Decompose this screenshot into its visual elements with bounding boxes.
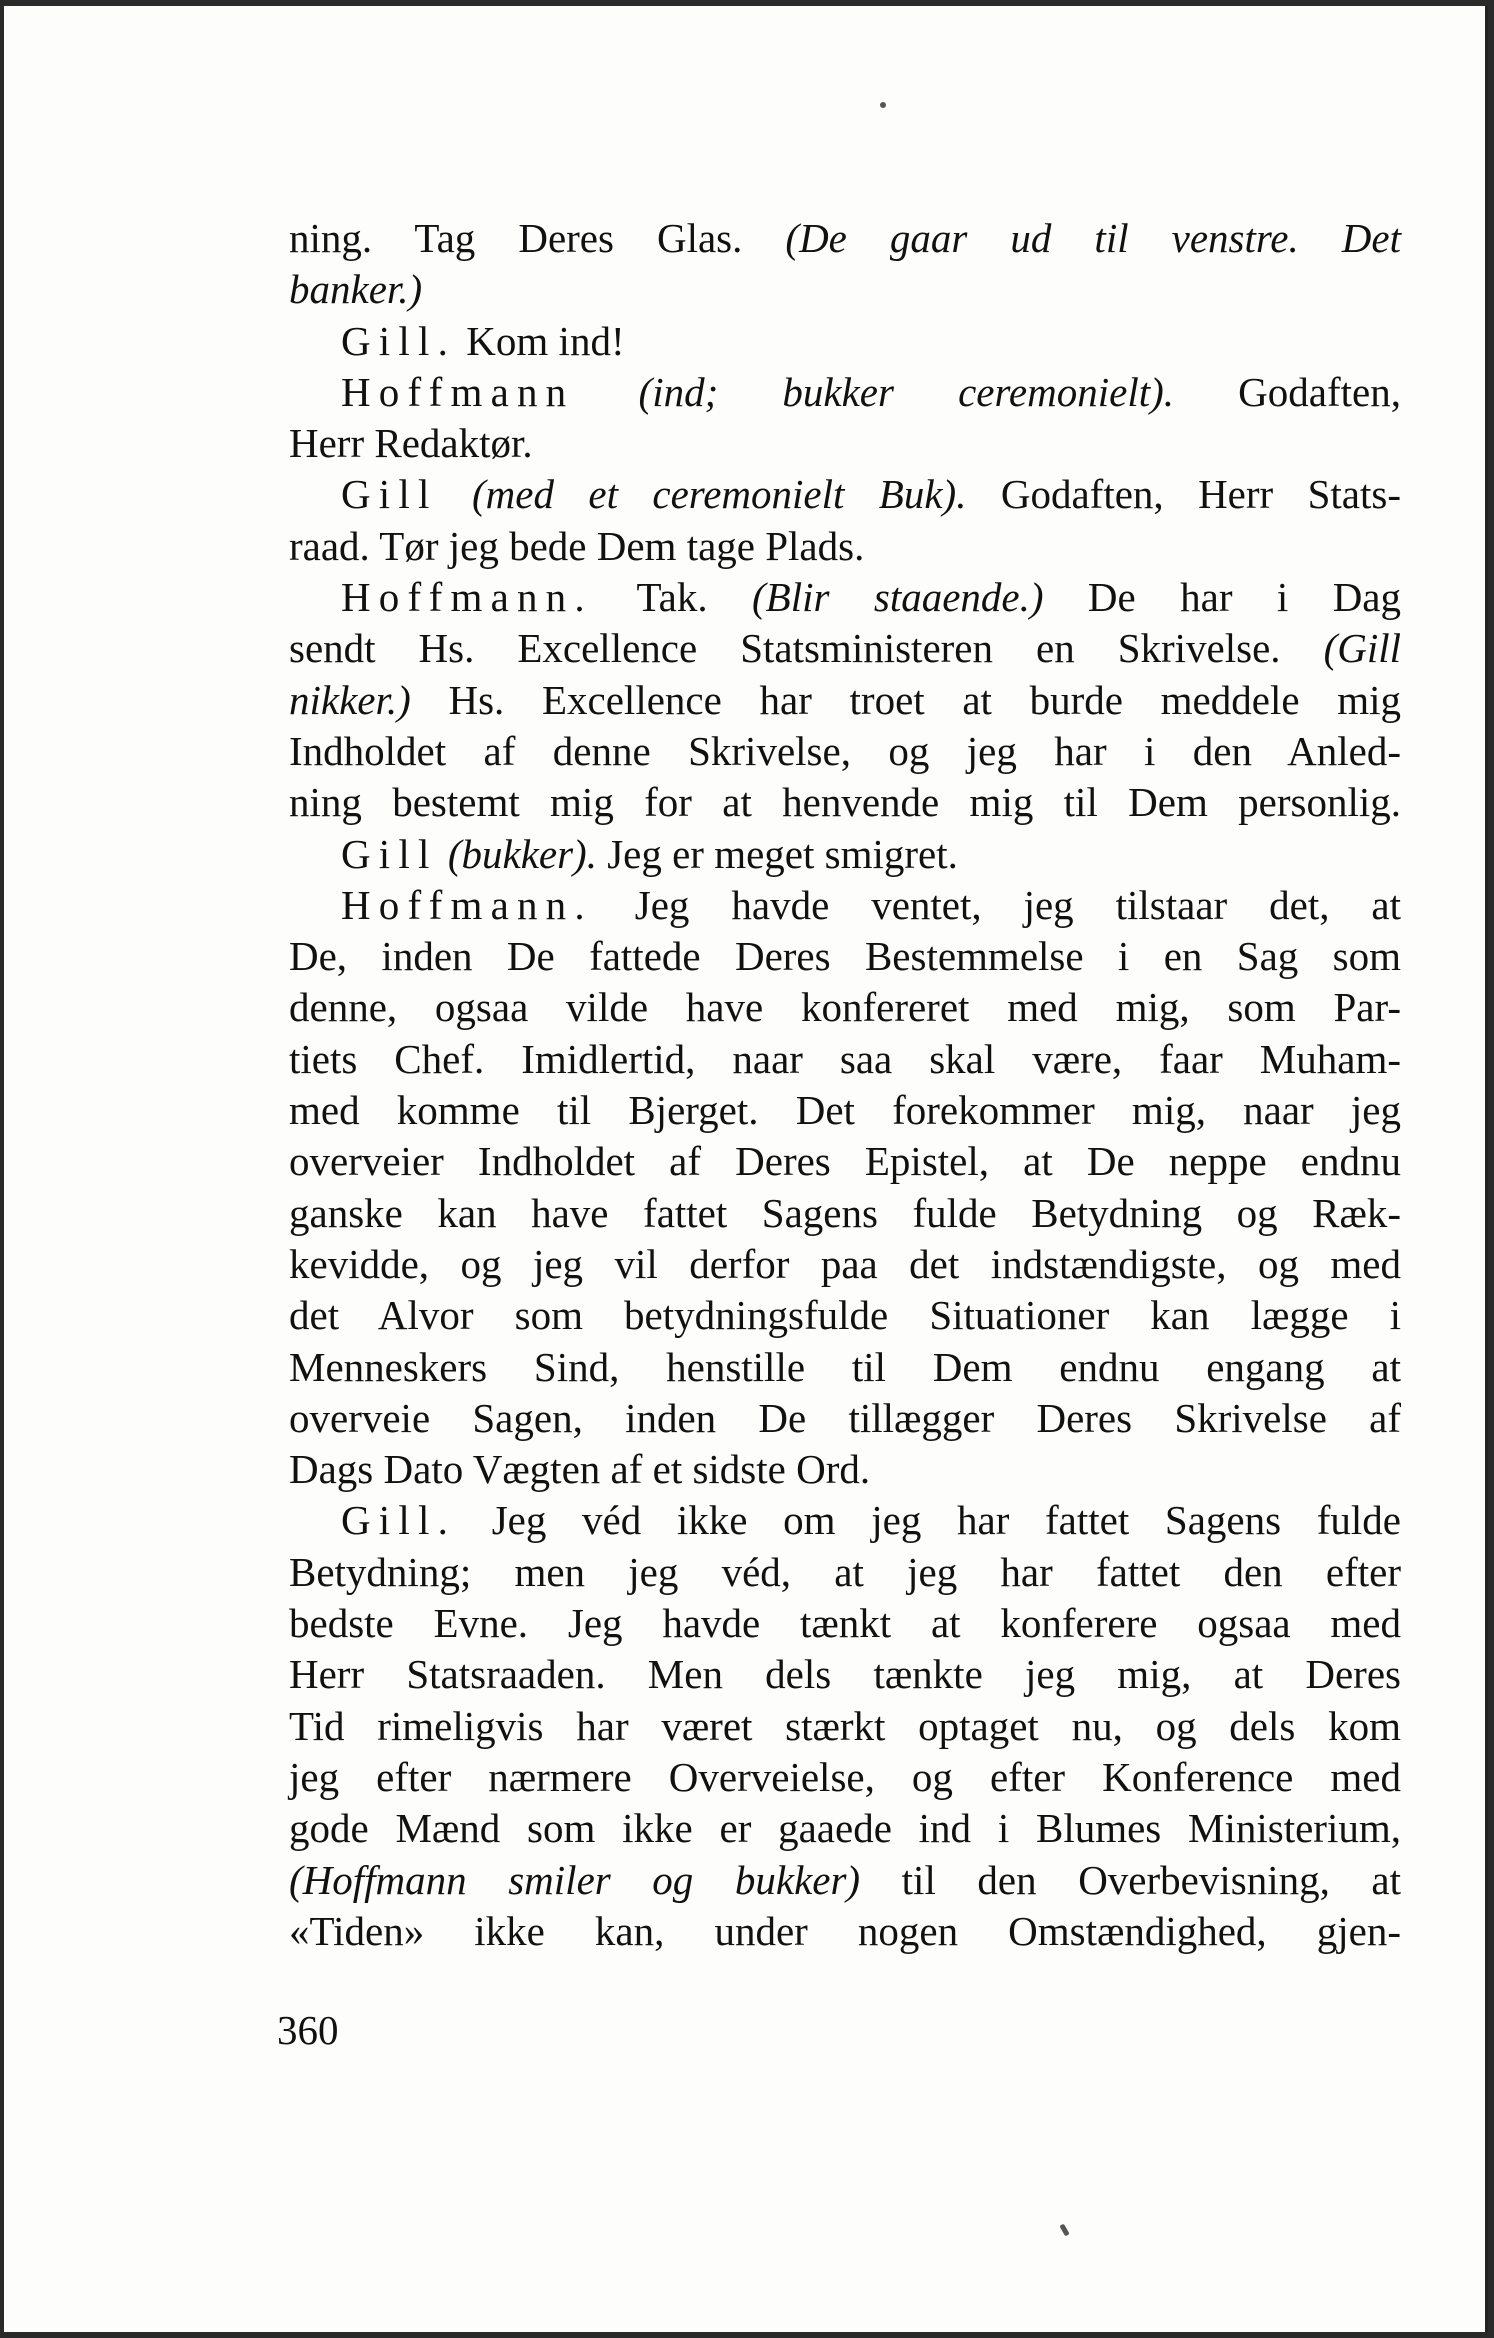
- text-line: med komme til Bjerget. Det forekommer mig, naar jeg: [289, 1087, 1401, 1134]
- speaker-name: Hoffmann.: [341, 574, 593, 621]
- text-line: Gill. Jeg véd ikke om jeg har fattet Sagens fulde: [341, 1497, 1401, 1544]
- text-line: banker.): [289, 266, 423, 313]
- speaker-name: Gill.: [341, 317, 457, 364]
- text-line: ning. Tag Deres Glas. (De gaar ud til venstre. Det: [289, 215, 1401, 261]
- speaker-name: Hoffmann.: [341, 881, 593, 928]
- text-line: (Hoffmann smiler og bukker) til den Overbevisning, at: [289, 1856, 1402, 1903]
- text-line: De, inden De fattede Deres Bestemmelse i en Sag som: [289, 933, 1401, 980]
- text-line: Hoffmann (ind; bukker ceremonielt). Godaften,: [341, 368, 1401, 415]
- text-line: nikker.) Hs. Excellence har troet at burde meddele mig: [289, 676, 1401, 723]
- text-line: Betydning; men jeg véd, at jeg har fattet den efter: [289, 1548, 1401, 1595]
- text-line: Hoffmann. Tak. (Blir staaende.) De har i Dag: [341, 574, 1402, 621]
- text-line: overveier Indholdet af Deres Epistel, at De neppe endnu: [289, 1138, 1401, 1185]
- text-line: «Tiden» ikke kan, under nogen Omstændighed, gjen-: [289, 1907, 1401, 1954]
- text-line: det Alvor som betydningsfulde Situationer kan lægge i: [289, 1292, 1401, 1339]
- text-line: ganske kan have fattet Sagens fulde Betydning og Ræk-: [289, 1189, 1401, 1236]
- ink-mark: [1059, 2224, 1069, 2237]
- dust-speck: [880, 102, 886, 108]
- text-line: raad. Tør jeg bede Dem tage Plads.: [289, 522, 865, 569]
- text-line: Indholdet af denne Skrivelse, og jeg har i den Anled-: [289, 727, 1401, 774]
- text-line: Gill. Kom ind!: [341, 317, 625, 364]
- text-line: Gill (med et ceremonielt Buk). Godaften, Herr Stats-: [341, 471, 1401, 518]
- page-body-text: [289, 213, 1401, 1957]
- speaker-name: Gill: [341, 471, 438, 518]
- text-line: tiets Chef. Imidlertid, naar saa skal være, faar Muham-: [289, 1035, 1401, 1082]
- stage-direction: (Hoffmann smiler og bukker): [289, 1856, 861, 1903]
- text-line: Tid rimeligvis har været stærkt optaget nu, og dels kom: [289, 1702, 1401, 1749]
- text-line: bedste Evne. Jeg havde tænkt at konferere ogsaa med: [289, 1600, 1401, 1647]
- stage-direction: (med et ceremonielt Buk).: [437, 471, 967, 518]
- page-number: 360: [277, 2007, 339, 2053]
- text-line: Gill (bukker). Jeg er meget smigret.: [341, 830, 958, 877]
- stage-direction: (Blir staaende.): [752, 574, 1044, 621]
- text-line: sendt Hs. Excellence Statsministeren en Skrivelse. (Gill: [289, 625, 1401, 672]
- text-line: denne, ogsaa vilde have konfereret med mig, som Par-: [289, 984, 1401, 1031]
- text-line: Herr Redaktør.: [289, 420, 533, 467]
- book-page: [4, 6, 1488, 2332]
- text-line: ning bestemt mig for at henvende mig til Dem personlig.: [289, 779, 1401, 826]
- text-line: Hoffmann. Jeg havde ventet, jeg tilstaar det, at: [341, 881, 1401, 928]
- text-line: Dags Dato Vægten af et sidste Ord.: [289, 1446, 871, 1493]
- text-line: jeg efter nærmere Overveielse, og efter Konference med: [289, 1753, 1401, 1800]
- speaker-name: Gill: [341, 830, 438, 877]
- text-line: overveie Sagen, inden De tillægger Deres Skrivelse af: [289, 1394, 1401, 1441]
- text-line: kevidde, og jeg vil derfor paa det indstændigste, og med: [289, 1240, 1401, 1287]
- text-line: Menneskers Sind, henstille til Dem endnu engang at: [289, 1343, 1401, 1390]
- stage-direction: (ind; bukker ceremonielt).: [574, 368, 1175, 415]
- stage-direction: (bukker).: [437, 830, 597, 877]
- text-line: gode Mænd som ikke er gaaede ind i Blumes Ministerium,: [289, 1805, 1401, 1852]
- speaker-name: Hoffmann: [341, 368, 575, 415]
- text-line: Herr Statsraaden. Men dels tænkte jeg mig, at Deres: [289, 1651, 1401, 1698]
- speaker-name: Gill.: [341, 1497, 457, 1544]
